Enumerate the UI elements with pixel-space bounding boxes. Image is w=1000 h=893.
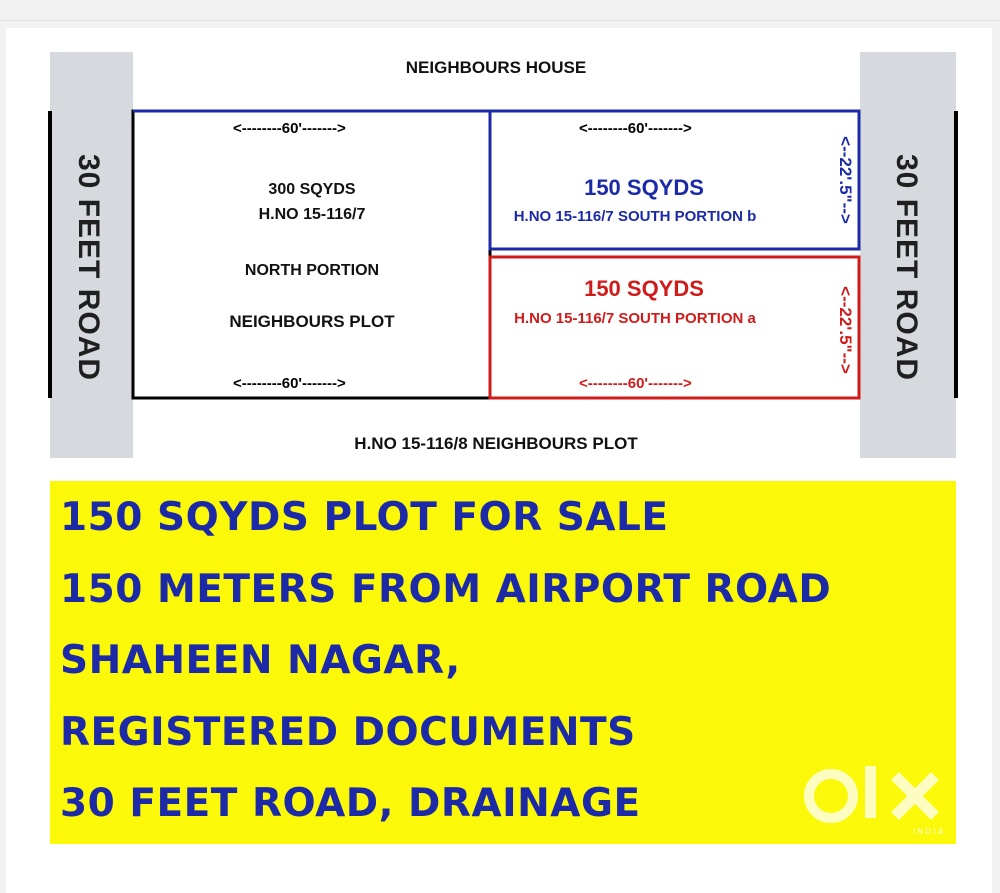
neighbours-plot-south-label: H.NO 15-116/8 NEIGHBOURS PLOT: [354, 434, 638, 453]
banner-line-5: 30 FEET ROAD, DRAINAGE: [60, 781, 641, 826]
south-a-dim-bottom: <--------60'------->: [579, 375, 692, 392]
olx-sub-label: INDIA: [913, 827, 946, 836]
north-dim-bottom: <--------60'------->: [233, 375, 346, 392]
south-a-area: 150 SQYDS: [584, 276, 704, 301]
south-a-hno: H.NO 15-116/7 SOUTH PORTION a: [514, 310, 756, 327]
banner-line-2: 150 METERS FROM AIRPORT ROAD: [60, 567, 832, 612]
banner-line-1: 150 SQYDS PLOT FOR SALE: [60, 495, 669, 540]
south-b-area: 150 SQYDS: [584, 175, 704, 200]
south-b-dim-side: <--22'.5"-->: [836, 136, 855, 224]
north-plot-outline: [133, 111, 490, 398]
south-b-dim-top: <--------60'------->: [579, 120, 692, 137]
left-road-label: 30 FEET ROAD: [72, 154, 105, 382]
banner-line-3: SHAHEEN NAGAR,: [60, 638, 461, 683]
south-a-dim-side: <--22'.5"-->: [836, 286, 855, 374]
banner-line-4: REGISTERED DOCUMENTS: [60, 710, 636, 755]
north-area: 300 SQYDS: [268, 181, 356, 198]
olx-watermark-icon: [803, 760, 963, 840]
north-dim-top: <--------60'------->: [233, 120, 346, 137]
north-portion: NORTH PORTION: [244, 262, 380, 279]
north-hno: H.NO 15-116/7: [258, 206, 366, 223]
neighbours-house-label: NEIGHBOURS HOUSE: [405, 58, 587, 77]
south-b-hno: H.NO 15-116/7 SOUTH PORTION b: [513, 208, 757, 225]
north-owner: NEIGHBOURS PLOT: [229, 312, 395, 331]
right-road-label: 30 FEET ROAD: [890, 154, 923, 382]
